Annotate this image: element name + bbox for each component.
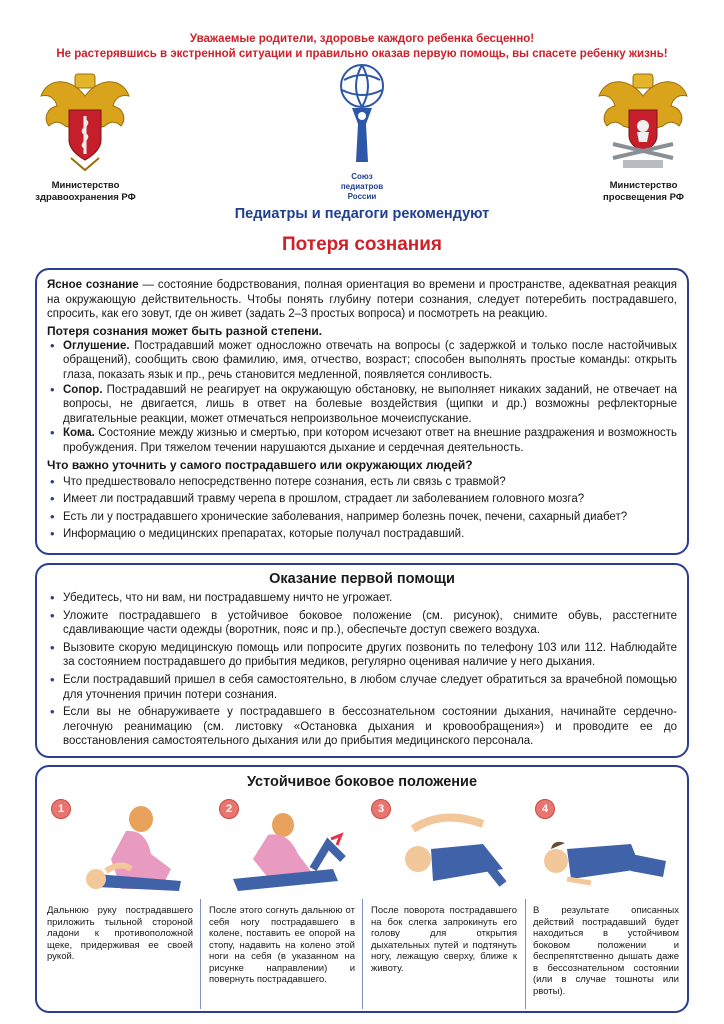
pediatricians-union-caption-line-2: педиатров bbox=[340, 182, 384, 191]
intro-text: — состояние бодрствования, полная ориентация во времени и пространстве, адекватная реакция на окружающую действительность. Чтобы понять глубину потери сознания, следует потеребить пострадавшего, спросить, как его зовут, где он живет (задать 2–3 простых вопроса) и посмотреть на реакцию. bbox=[47, 279, 677, 321]
pediatricians-union-caption-line-1: Союз bbox=[351, 172, 373, 181]
step-number: 3 bbox=[371, 799, 391, 819]
ministry-education-caption bbox=[586, 180, 701, 204]
degree-item bbox=[47, 383, 677, 427]
first-aid-item: • Уложите пострадавшего в устойчивое боковое положение (см. рисунок), снимите обувь, расстегните сдавливающие части одежды (воротник, пояс и пр.), обеспечьте доступ свежего воздуха. bbox=[47, 609, 677, 638]
pediatricians-union-logo bbox=[332, 62, 392, 172]
recovery-position-heading: Устойчивое боковое положение bbox=[246, 774, 478, 790]
degree-term: Оглушение. bbox=[63, 339, 130, 352]
degree-term: Сопор. bbox=[63, 383, 103, 396]
first-aid-panel bbox=[35, 563, 689, 758]
first-aid-item: • Убедитесь, что ни вам, ни пострадавшему ничто не угрожает. bbox=[47, 591, 677, 606]
degree-item bbox=[47, 339, 677, 383]
ministry-health-caption-line-2: здравоохранения РФ bbox=[35, 192, 136, 203]
step-4-caption: В результате описанных действий пострадавший будет находиться в устойчивом боковом положении и беспрепятственно дышать даже в бессознательном состоянии (или в случае тошноты или рвоты). bbox=[533, 905, 679, 997]
ministry-health-caption bbox=[28, 180, 143, 204]
degree-text: Пострадавший может односложно отвечать на вопросы (с задержкой и только после настойчивых обращений), сообщить свою фамилию, имя, отчество, возраст; способен выполнять простые команды: открыть глаза, показать язык и пр., речь становится медленной, появляется сонливость. bbox=[63, 339, 677, 381]
ministry-education-emblem bbox=[593, 66, 693, 174]
degree-text: Пострадавший не реагирует на окружающую обстановку, не выполняет никаких заданий, не отвечает на вопросы, не двигается, лишь в ответ на болевые воздействия (щипки и др.) возможны рефлекторные двигательные реакции, может отмечаться непроизвольное мочеиспускание. bbox=[63, 383, 677, 425]
degrees-heading: Потеря сознания может быть разной степени. bbox=[47, 323, 323, 338]
step-divider bbox=[200, 899, 201, 1009]
recovery-position-panel bbox=[35, 765, 689, 1013]
ministry-education-caption-line-2: просвещения РФ bbox=[603, 192, 684, 203]
step-1-illustration bbox=[51, 799, 201, 899]
first-aid-item: • Вызовите скорую медицинскую помощь или попросите других позвонить по телефону 103 или 112. Наблюдайте за состоянием пострадавшего до прибытия медиков, регулярно оценивая наличие у него дыхания. bbox=[47, 641, 677, 670]
first-aid-item: • Если вы не обнаруживаете у пострадавшего в бессознательном состоянии дыхания, начинайте сердечно-легочную реанимацию (см. листовку «Остановка дыхания и кровообращения») и проводите ее до восстановления самостоятельного дыхания или до прибытия медицинского персонала. bbox=[47, 705, 677, 749]
step-number: 2 bbox=[219, 799, 239, 819]
step-divider bbox=[362, 899, 363, 1009]
first-aid-item: • Если пострадавший пришел в себя самостоятельно, в любом случае следует обратиться за врачебной помощью для уточнения причин потери сознания. bbox=[47, 673, 677, 702]
step-1-figure-icon bbox=[51, 799, 201, 899]
step-3-caption: После поворота пострадавшего на бок слегка запрокинуть его голову для открытия дыхательных путей и подтянуть ногу, лежащую сверху, ближе к животу. bbox=[371, 905, 517, 974]
intro-term: Ясное сознание bbox=[47, 279, 139, 291]
ministry-health-caption-line-1: Министерство bbox=[51, 180, 120, 191]
step-2-illustration bbox=[213, 799, 363, 899]
pediatricians-union-caption-line-3: России bbox=[347, 192, 377, 201]
step-2-caption: После этого согнуть дальнюю от себя ногу пострадавшего в колене, поставить ее опорой на стопу, надавить на колено этой ноги на себя (в указанном на рисунке направлении) и повернуть пострадавшего. bbox=[209, 905, 355, 985]
pediatricians-union-caption bbox=[322, 172, 402, 202]
question-item: • Есть ли у пострадавшего хронические заболевания, например болезнь почек, печени, сахарный диабет? bbox=[47, 510, 677, 525]
recommend-heading: Педиатры и педагоги рекомендуют bbox=[234, 206, 490, 222]
question-item: • Имеет ли пострадавший травму черепа в прошлом, страдает ли заболеванием головного мозга? bbox=[47, 492, 677, 507]
degree-term: Кома. bbox=[63, 427, 95, 440]
intro-paragraph bbox=[47, 278, 677, 322]
step-1-caption: Дальнюю руку пострадавшего приложить тыльной стороной ладони к противоположной щеке, придерживая ее своей рукой. bbox=[47, 905, 193, 962]
step-4-illustration bbox=[531, 799, 681, 899]
loss-of-consciousness-panel bbox=[35, 268, 689, 555]
page-title: Потеря сознания bbox=[281, 234, 443, 255]
header-line-1: Уважаемые родители, здоровье каждого ребенка бесценно! bbox=[189, 33, 535, 45]
questions-heading: Что важно уточнить у самого пострадавшего или окружающих людей? bbox=[47, 457, 473, 472]
step-number: 1 bbox=[51, 799, 71, 819]
question-item: • Что предшествовало непосредственно потере сознания, есть ли связь с травмой? bbox=[47, 475, 677, 490]
ministry-education-caption-line-1: Министерство bbox=[609, 180, 678, 191]
step-number: 4 bbox=[535, 799, 555, 819]
step-3-figure-icon bbox=[373, 799, 523, 899]
degree-item bbox=[47, 426, 677, 455]
header-line-2: Не растерявшись в экстренной ситуации и правильно оказав первую помощь, вы спасете ребенку жизнь! bbox=[56, 48, 668, 60]
question-item: • Информацию о медицинских препаратах, которые получал пострадавший. bbox=[47, 527, 677, 542]
degree-text: Состояние между жизнью и смертью, при котором исчезают ответ на внешние раздражения и возможность пробуждения. При тяжелом течении нарушаются дыхание и сердечная деятельность. bbox=[63, 427, 677, 454]
ministry-health-emblem bbox=[35, 66, 135, 174]
step-divider bbox=[525, 899, 526, 1009]
step-3-illustration bbox=[373, 799, 523, 899]
first-aid-heading: Оказание первой помощи bbox=[269, 571, 455, 587]
